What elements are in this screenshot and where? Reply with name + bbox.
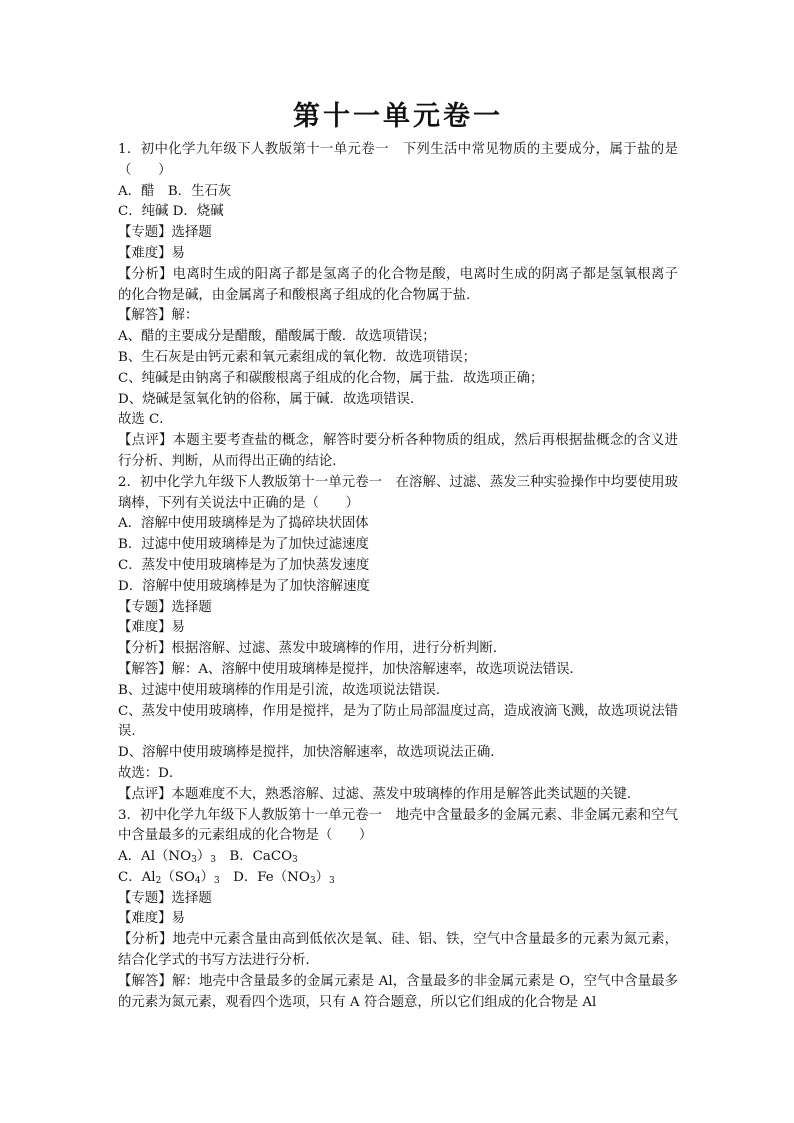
topic-line: 【专题】选择题 bbox=[118, 599, 212, 615]
answer-line: C、蒸发中使用玻璃棒，作用是搅拌，是为了防止局部温度过高，造成液滴飞溅，故选项说法错误． bbox=[118, 703, 678, 740]
option-line: A．溶解中使用玻璃棒是为了捣碎块状固体 bbox=[118, 516, 369, 532]
subscript: 3 bbox=[328, 875, 335, 886]
answer-line: C、纯碱是由钠离子和碳酸根离子组成的化合物，属于盐．故选项正确； bbox=[118, 370, 544, 386]
option-line: B．过滤中使用玻璃棒是为了加快过滤速度 bbox=[118, 537, 369, 553]
question-1 bbox=[118, 140, 678, 473]
subscript: 3 bbox=[210, 855, 216, 866]
subscript: 4 bbox=[194, 875, 201, 886]
answer-line: A、醋的主要成分是醋酸，醋酸属于酸．故选项错误； bbox=[118, 329, 436, 345]
answer-head: 【解答】解：地壳中含量最多的金属元素是 Al，含量最多的非金属元素是 O，空气中含量最多的元素为氮元素，观看四个选项，只有 A 符合题意，所以它们组成的化合物是 Al bbox=[118, 973, 678, 1010]
difficulty-line: 【难度】易 bbox=[118, 911, 185, 927]
subscript: 2 bbox=[155, 875, 162, 886]
subscript: 3 bbox=[214, 875, 220, 886]
option-line: A．醋 B．生石灰 bbox=[118, 183, 232, 199]
option-c-text: C．Al bbox=[118, 869, 156, 885]
option-line: C．纯碱 D．烧碱 bbox=[118, 204, 224, 220]
subscript: 3 bbox=[292, 855, 298, 866]
subscript: 3 bbox=[309, 875, 316, 886]
difficulty-line: 【难度】易 bbox=[118, 245, 185, 261]
answer-head: 【解答】解：A、溶解中使用玻璃棒是搅拌，加快溶解速率，故选项说法错误． bbox=[118, 661, 583, 677]
option-c-text: ） bbox=[200, 869, 214, 885]
question-stem: 1．初中化学九年级下人教版第十一单元卷一 下列生活中常见物质的主要成分，属于盐的是（ ） bbox=[118, 142, 678, 178]
option-d-text: D．Fe（NO bbox=[219, 869, 310, 885]
option-line bbox=[118, 868, 678, 889]
option-line bbox=[118, 847, 678, 868]
answer-line: B、生石灰是由钙元素和氧元素组成的氧化物．故选项错误； bbox=[118, 349, 476, 365]
option-d-text: ） bbox=[315, 869, 329, 885]
document-page bbox=[118, 100, 678, 1013]
answer-line: D、烧碱是氢氧化钠的俗称，属于碱．故选项错误． bbox=[118, 391, 424, 407]
difficulty-line: 【难度】易 bbox=[118, 620, 185, 636]
answer-line: 故选 C． bbox=[118, 412, 173, 428]
analysis-text: 【分析】地壳中元素含量由高到低依次是氧、硅、铝、铁，空气中含量最多的元素为氮元素，结合化学式的书写方法进行分析． bbox=[118, 932, 678, 969]
option-a-text: ） bbox=[196, 849, 211, 865]
option-line: D．溶解中使用玻璃棒是为了加快溶解速度 bbox=[118, 578, 370, 594]
option-c-text: （SO bbox=[161, 869, 195, 885]
answer-line: 故选：D． bbox=[118, 765, 183, 781]
question-2 bbox=[118, 473, 678, 806]
page-title: 第十一单元卷一 bbox=[293, 101, 503, 132]
subscript: 3 bbox=[191, 855, 197, 866]
answer-head: 【解答】解： bbox=[118, 308, 199, 324]
analysis-text: 【分析】根据溶解、过滤、蒸发中玻璃棒的作用，进行分析判断． bbox=[118, 641, 507, 657]
answer-line: D、溶解中使用玻璃棒是搅拌，加快溶解速率，故选项说法正确． bbox=[118, 745, 504, 761]
question-3 bbox=[118, 806, 678, 1014]
comment-text: 【点评】本题难度不大，熟悉溶解、过滤、蒸发中玻璃棒的作用是解答此类试题的关键． bbox=[118, 786, 641, 802]
analysis-text: 【分析】电离时生成的阳离子都是氢离子的化合物是酸，电离时生成的阴离子都是氢氧根离子的化合物是碱，由金属离子和酸根离子组成的化合物属于盐． bbox=[118, 266, 678, 303]
comment-text: 【点评】本题主要考查盐的概念，解答时要分析各种物质的组成，然后再根据盐概念的含义进行分析、判断，从而得出正确的结论． bbox=[118, 433, 678, 469]
question-stem: 2．初中化学九年级下人教版第十一单元卷一 在溶解、过滤、蒸发三种实验操作中均要使用玻璃棒，下列有关说法中正确的是（ ） bbox=[118, 474, 678, 511]
option-a-text: A．Al（NO bbox=[118, 849, 192, 865]
option-b-text: B．CaCO bbox=[215, 849, 293, 865]
topic-line: 【专题】选择题 bbox=[118, 225, 212, 241]
option-line: C．蒸发中使用玻璃棒是为了加快蒸发速度 bbox=[118, 557, 370, 573]
answer-line: B、过滤中使用玻璃棒的作用是引流，故选项说法错误． bbox=[118, 682, 450, 698]
question-stem: 3．初中化学九年级下人教版第十一单元卷一 地壳中含量最多的金属元素、非金属元素和空气中含量最多的元素组成的化合物是（ ） bbox=[118, 807, 678, 844]
topic-line: 【专题】选择题 bbox=[118, 890, 212, 906]
